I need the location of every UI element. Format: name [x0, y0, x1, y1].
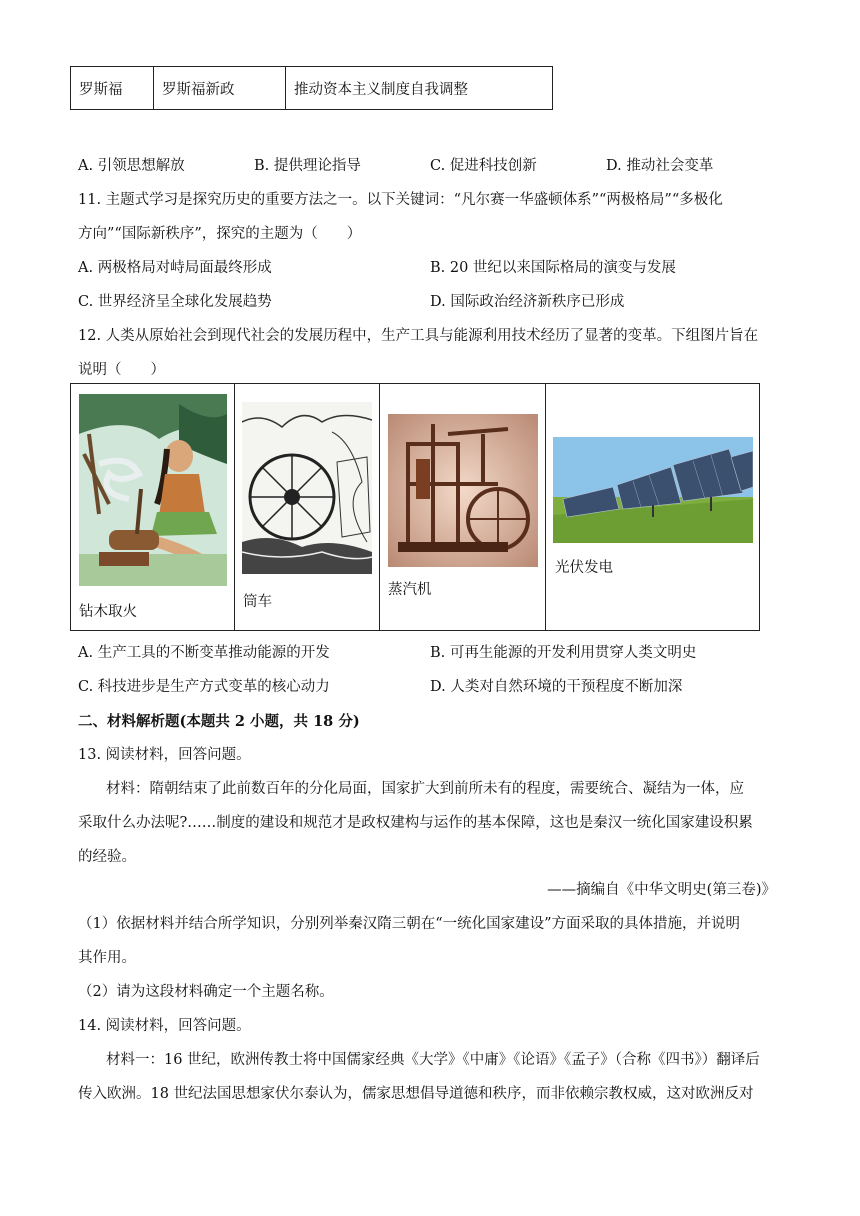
- image-cell: [71, 384, 235, 630]
- q11-option-a: A. 两极格局对峙局面最终形成: [78, 260, 272, 276]
- q11-option-d: D. 国际政治经济新秩序已形成: [430, 294, 625, 310]
- q11-option-c: C. 世界经济呈全球化发展趋势: [78, 294, 272, 310]
- caption: 筒车: [243, 594, 272, 610]
- drilling-wood-image: [79, 394, 227, 586]
- q12-option-c: C. 科技进步是生产方式变革的核心动力: [78, 679, 330, 695]
- caption: 光伏发电: [555, 560, 613, 576]
- image-cell: [546, 384, 761, 630]
- water-wheel-image: [242, 402, 372, 574]
- q13-material-line3: 的经验。: [78, 849, 136, 865]
- q13-material-line1: 材料：隋朝结束了此前数百年的分化局面，国家扩大到前所未有的程度，需要统合、凝结为一体，应: [106, 781, 744, 797]
- table-cell: 推动资本主义制度自我调整: [286, 67, 553, 110]
- q13-sub1-line1: （1）依据材料并结合所学知识，分别列举秦汉隋三朝在“一统化国家建设”方面采取的具体措施，并说明: [78, 916, 741, 932]
- q13-sub1-line2: 其作用。: [78, 950, 136, 966]
- q13-material-line2: 采取什么办法呢?……制度的建设和规范才是政权建构与运作的基本保障，这也是秦汉一统化国家建设积累: [78, 815, 753, 831]
- image-table: [70, 383, 760, 631]
- solar-panel-image: [553, 437, 753, 543]
- q13-source: ——摘编自《中华文明史(第三卷)》: [547, 882, 776, 898]
- q10-option-c: C. 促进科技创新: [430, 158, 537, 174]
- caption: 钻木取火: [79, 604, 137, 620]
- q14-material-line1: 材料一：16 世纪，欧洲传教士将中国儒家经典《大学》《中庸》《论语》《孟子》（合称《四书》）翻译后: [106, 1052, 760, 1068]
- table-cell: 罗斯福: [71, 67, 154, 110]
- image-cell: [235, 384, 380, 630]
- caption: 蒸汽机: [388, 582, 432, 598]
- q11-option-b: B. 20 世纪以来国际格局的演变与发展: [430, 260, 676, 276]
- steam-engine-image: [388, 414, 538, 567]
- q12-stem-line2: 说明（ ）: [78, 362, 165, 378]
- image-cell: [380, 384, 546, 630]
- q12-stem-line1: 12. 人类从原始社会到现代社会的发展历程中，生产工具与能源利用技术经历了显著的变革。下组图片旨在: [78, 328, 759, 344]
- q12-option-a: A. 生产工具的不断变革推动能源的开发: [78, 645, 330, 661]
- q14-material-line2: 传入欧洲。18 世纪法国思想家伏尔泰认为，儒家思想倡导道德和秩序，而非依赖宗教权威，这对欧洲反对: [78, 1086, 754, 1102]
- q10-option-d: D. 推动社会变革: [606, 158, 714, 174]
- section-title: 二、材料解析题(本题共 2 小题，共 18 分): [78, 713, 360, 730]
- q12-option-d: D. 人类对自然环境的干预程度不断加深: [430, 679, 683, 695]
- q14-stem: 14. 阅读材料，回答问题。: [78, 1018, 251, 1034]
- q10-option-b: B. 提供理论指导: [254, 158, 361, 174]
- q11-stem-line1: 11. 主题式学习是探究历史的重要方法之一。以下关键词：“凡尔赛一华盛顿体系”“两极格局”“多极化: [78, 192, 723, 208]
- q11-stem-line2: 方向”“国际新秩序”，探究的主题为（ ）: [78, 226, 362, 242]
- q12-option-b: B. 可再生能源的开发利用贯穿人类文明史: [430, 645, 697, 661]
- q10-option-a: A. 引领思想解放: [78, 158, 185, 174]
- table-cell: 罗斯福新政: [154, 67, 286, 110]
- q13-stem: 13. 阅读材料，回答问题。: [78, 747, 251, 763]
- q13-sub2: （2）请为这段材料确定一个主题名称。: [78, 984, 334, 1000]
- top-table: [70, 66, 553, 110]
